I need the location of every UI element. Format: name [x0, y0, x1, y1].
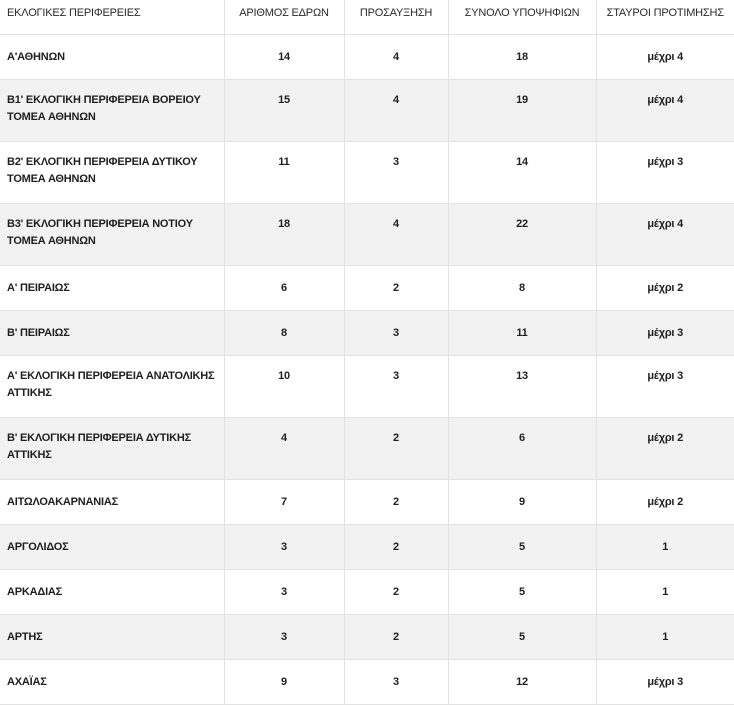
district-name-line: ΤΟΜΕΑ ΑΘΗΝΩΝ [7, 110, 96, 123]
seats-cell: 3 [224, 524, 344, 569]
preference-votes-cell: 1 [596, 614, 734, 659]
candidates-cell: 12 [448, 659, 596, 704]
candidates-cell: 22 [448, 203, 596, 265]
increase-cell: 2 [344, 479, 448, 524]
preference-votes-cell: μέχρι 3 [596, 355, 734, 417]
preference-votes-cell: μέχρι 3 [596, 141, 734, 203]
district-name-line: ΑΤΤΙΚΗΣ [7, 448, 52, 461]
preference-votes-cell: μέχρι 3 [596, 659, 734, 704]
increase-cell: 4 [344, 79, 448, 141]
district-name-cell [0, 203, 224, 265]
candidates-cell: 5 [448, 524, 596, 569]
table-row [0, 417, 734, 479]
table-row [0, 141, 734, 203]
district-name-line: Α' ΠΕΙΡΑΙΩΣ [7, 281, 70, 294]
table-row [0, 79, 734, 141]
preference-votes-cell: μέχρι 4 [596, 79, 734, 141]
district-name-line: ΑΡΚΑΔΙΑΣ [7, 585, 63, 598]
district-name-line: ΑΧΑΪΑΣ [7, 675, 47, 688]
seats-cell: 18 [224, 203, 344, 265]
candidates-cell: 5 [448, 614, 596, 659]
increase-cell: 2 [344, 614, 448, 659]
candidates-cell: 18 [448, 34, 596, 79]
header-candidates: ΣΥΝΟΛΟ ΥΠΟΨΗΦΙΩΝ [448, 0, 596, 34]
header-increase: ΠΡΟΣΑΥΞΗΣΗ [344, 0, 448, 34]
table-row [0, 524, 734, 569]
increase-cell: 4 [344, 203, 448, 265]
preference-votes-cell: μέχρι 2 [596, 265, 734, 310]
district-name-line: ΑΤΤΙΚΗΣ [7, 386, 52, 399]
preference-votes-cell: μέχρι 4 [596, 203, 734, 265]
district-name-line: Β' ΕΚΛΟΓΙΚΗ ΠΕΡΙΦΕΡΕΙΑ ΔΥΤΙΚΗΣ [7, 431, 191, 444]
seats-cell: 14 [224, 34, 344, 79]
seats-cell: 15 [224, 79, 344, 141]
candidates-cell: 11 [448, 310, 596, 355]
table-row [0, 355, 734, 417]
district-name-cell [0, 417, 224, 479]
increase-cell: 4 [344, 34, 448, 79]
district-name-cell [0, 479, 224, 524]
header-preference-votes: ΣΤΑΥΡΟΙ ΠΡΟΤΙΜΗΣΗΣ [596, 0, 734, 34]
increase-cell: 2 [344, 524, 448, 569]
increase-cell: 3 [344, 310, 448, 355]
seats-cell: 3 [224, 614, 344, 659]
preference-votes-cell: μέχρι 3 [596, 310, 734, 355]
header-seats: ΑΡΙΘΜΟΣ ΕΔΡΩΝ [224, 0, 344, 34]
candidates-cell: 19 [448, 79, 596, 141]
preference-votes-cell: μέχρι 2 [596, 479, 734, 524]
district-name-line: Β1' ΕΚΛΟΓΙΚΗ ΠΕΡΙΦΕΡΕΙΑ ΒΟΡΕΙΟΥ [7, 93, 201, 106]
table-row [0, 659, 734, 704]
increase-cell: 3 [344, 355, 448, 417]
increase-cell: 2 [344, 417, 448, 479]
candidates-cell: 9 [448, 479, 596, 524]
increase-cell: 3 [344, 659, 448, 704]
district-name-line: ΤΟΜΕΑ ΑΘΗΝΩΝ [7, 234, 96, 247]
table-row [0, 569, 734, 614]
seats-cell: 4 [224, 417, 344, 479]
district-name-cell [0, 524, 224, 569]
district-name-line: ΑΡΤΗΣ [7, 630, 43, 643]
increase-cell: 2 [344, 569, 448, 614]
table-row [0, 203, 734, 265]
table-row [0, 34, 734, 79]
table-row [0, 310, 734, 355]
preference-votes-cell: μέχρι 4 [596, 34, 734, 79]
increase-cell: 3 [344, 141, 448, 203]
district-name-line: Α' ΕΚΛΟΓΙΚΗ ΠΕΡΙΦΕΡΕΙΑ ΑΝΑΤΟΛΙΚΗΣ [7, 369, 215, 382]
district-name-cell [0, 569, 224, 614]
district-name-cell [0, 355, 224, 417]
district-name-line: ΑΙΤΩΛΟΑΚΑΡΝΑΝΙΑΣ [7, 495, 119, 508]
district-name-line: Β2' ΕΚΛΟΓΙΚΗ ΠΕΡΙΦΕΡΕΙΑ ΔΥΤΙΚΟΥ [7, 155, 198, 168]
seats-cell: 8 [224, 310, 344, 355]
seats-cell: 9 [224, 659, 344, 704]
header-districts: ΕΚΛΟΓΙΚΕΣ ΠΕΡΙΦΕΡΕΙΕΣ [0, 0, 224, 34]
seats-cell: 6 [224, 265, 344, 310]
district-name-cell [0, 141, 224, 203]
district-name-line: Α'ΑΘΗΝΩΝ [7, 50, 65, 63]
seats-cell: 3 [224, 569, 344, 614]
seats-cell: 7 [224, 479, 344, 524]
district-name-cell [0, 265, 224, 310]
candidates-cell: 14 [448, 141, 596, 203]
seats-cell: 10 [224, 355, 344, 417]
candidates-cell: 13 [448, 355, 596, 417]
candidates-cell: 8 [448, 265, 596, 310]
candidates-cell: 5 [448, 569, 596, 614]
district-name-cell [0, 79, 224, 141]
district-name-line: Β' ΠΕΙΡΑΙΩΣ [7, 326, 70, 339]
table-row [0, 614, 734, 659]
preference-votes-cell: μέχρι 2 [596, 417, 734, 479]
district-name-cell [0, 34, 224, 79]
district-name-cell [0, 310, 224, 355]
table-header-row [0, 0, 734, 34]
district-name-line: ΤΟΜΕΑ ΑΘΗΝΩΝ [7, 172, 96, 185]
district-name-line: ΑΡΓΟΛΙΔΟΣ [7, 540, 69, 553]
table-row [0, 479, 734, 524]
district-name-cell [0, 614, 224, 659]
candidates-cell: 6 [448, 417, 596, 479]
district-name-line: Β3' ΕΚΛΟΓΙΚΗ ΠΕΡΙΦΕΡΕΙΑ ΝΟΤΙΟΥ [7, 217, 193, 230]
seats-cell: 11 [224, 141, 344, 203]
increase-cell: 2 [344, 265, 448, 310]
district-name-cell [0, 659, 224, 704]
preference-votes-cell: 1 [596, 569, 734, 614]
preference-votes-cell: 1 [596, 524, 734, 569]
table-row [0, 265, 734, 310]
